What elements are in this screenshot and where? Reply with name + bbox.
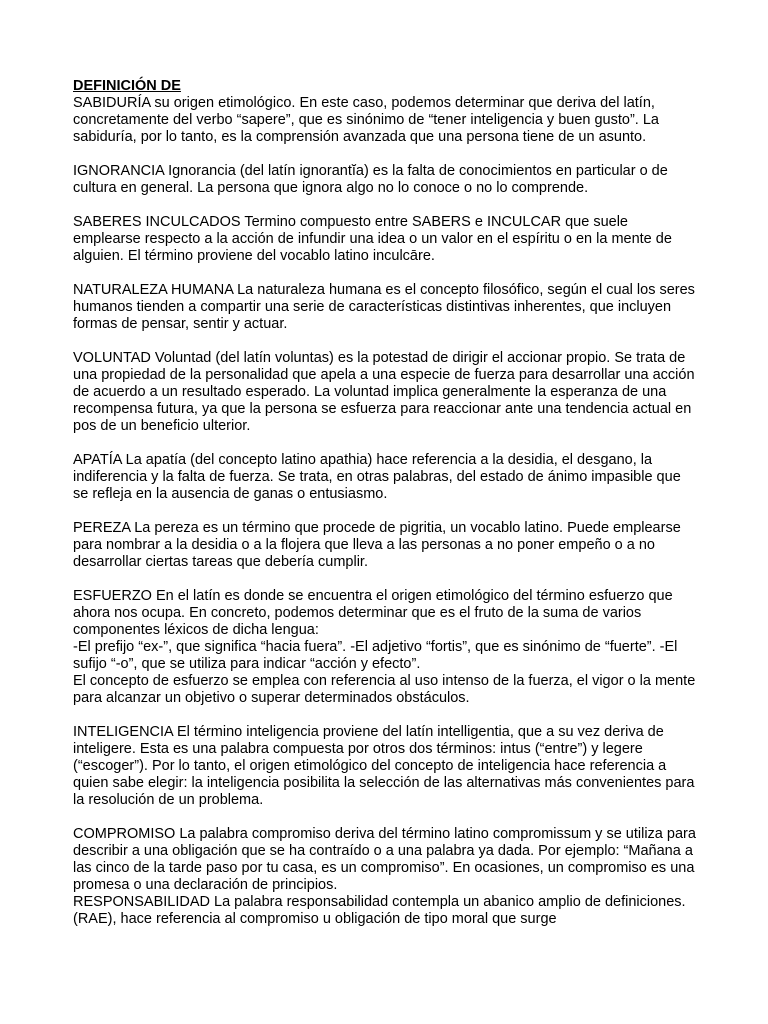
- paragraph-responsabilidad: RESPONSABILIDAD La palabra responsabilidad contempla un abanico amplio de definiciones. (RAE), hace referencia al compromiso u obligación de tipo moral que surge: [73, 894, 686, 927]
- paragraph-saberes-inculcados: SABERES INCULCADOS Termino compuesto entre SABERS e INCULCAR que suele emplearse respecto a la acción de infundir una idea o un valor en el espíritu o en la mente de alguien. El término proviene del vocablo latino inculcāre.: [73, 214, 672, 264]
- paragraph-compromiso: COMPROMISO La palabra compromiso deriva del término latino compromissum y se utiliza para describir a una obligación que se ha contraído o a una palabra ya dada. Por ejemplo: “Mañana a las cinco de la tarde paso por tu casa, es un compromiso”. En ocasiones, un compromiso es una promesa o una declaración de principios.: [73, 826, 696, 893]
- paragraph-esfuerzo-list: -El prefijo “ex-”, que significa “hacia fuera”. -El adjetivo “fortis”, que es sinónimo de “fuerte”. -El sufijo “-o”, que se utiliza para indicar “acción y efecto”.: [73, 639, 678, 672]
- paragraph-apatia: APATÍA La apatía (del concepto latino apathia) hace referencia a la desidia, el desgano, la indiferencia y la falta de fuerza. Se trata, en otras palabras, del estado de ánimo impasible que se refleja en la ausencia de ganas o entusiasmo.: [73, 452, 681, 502]
- document-heading: DEFINICIÓN DE: [73, 78, 181, 94]
- paragraph-esfuerzo-closing: El concepto de esfuerzo se emplea con referencia al uso intenso de la fuerza, el vigor o la mente para alcanzar un objetivo o superar determinados obstáculos.: [73, 673, 696, 706]
- paragraph-inteligencia: INTELIGENCIA El término inteligencia proviene del latín intelligentia, que a su vez deriva de inteligere. Esta es una palabra compuesta por otros dos términos: intus (“entre”) y legere (“escoger”). Por lo tanto, el origen etimológico del concepto de inteligencia hace referencia a quien sabe elegir: la inteligencia posibilita la selección de las alternativas más convenientes para la resolución de un problema.: [73, 724, 695, 808]
- paragraph-sabiduria: SABIDURÍA su origen etimológico. En este caso, podemos determinar que deriva del latín, concretamente del verbo “sapere”, que es sinónimo de “tener inteligencia y buen gusto”. La sabiduría, por lo tanto, es la comprensión avanzada que una persona tiene de un asunto.: [73, 95, 659, 145]
- paragraph-pereza: PEREZA La pereza es un término que procede de pigritia, un vocablo latino. Puede emplearse para nombrar a la desidia o a la flojera que lleva a las personas a no poner empeño o a no desarrollar ciertas tareas que debería cumplir.: [73, 520, 681, 570]
- paragraph-naturaleza-humana: NATURALEZA HUMANA La naturaleza humana es el concepto filosófico, según el cual los seres humanos tienden a compartir una serie de características distintivas inherentes, que incluyen formas de pensar, sentir y actuar.: [73, 282, 695, 332]
- paragraph-voluntad: VOLUNTAD Voluntad (del latín voluntas) es la potestad de dirigir el accionar propio. Se trata de una propiedad de la personalidad que apela a una especie de fuerza para desarrollar una acción de acuerdo a un resultado esperado. La voluntad implica generalmente la esperanza de una recompensa futura, ya que la persona se esfuerza para reaccionar ante una tendencia actual en pos de un beneficio ulterior.: [73, 350, 695, 434]
- document-body: [73, 78, 698, 928]
- paragraph-ignorancia: IGNORANCIA Ignorancia (del latín ignorantĭa) es la falta de conocimientos en particular o de cultura en general. La persona que ignora algo no lo conoce o no lo comprende.: [73, 163, 668, 196]
- paragraph-esfuerzo-intro: ESFUERZO En el latín es donde se encuentra el origen etimológico del término esfuerzo que ahora nos ocupa. En concreto, podemos determinar que es el fruto de la suma de varios componentes léxicos de dicha lengua:: [73, 588, 673, 638]
